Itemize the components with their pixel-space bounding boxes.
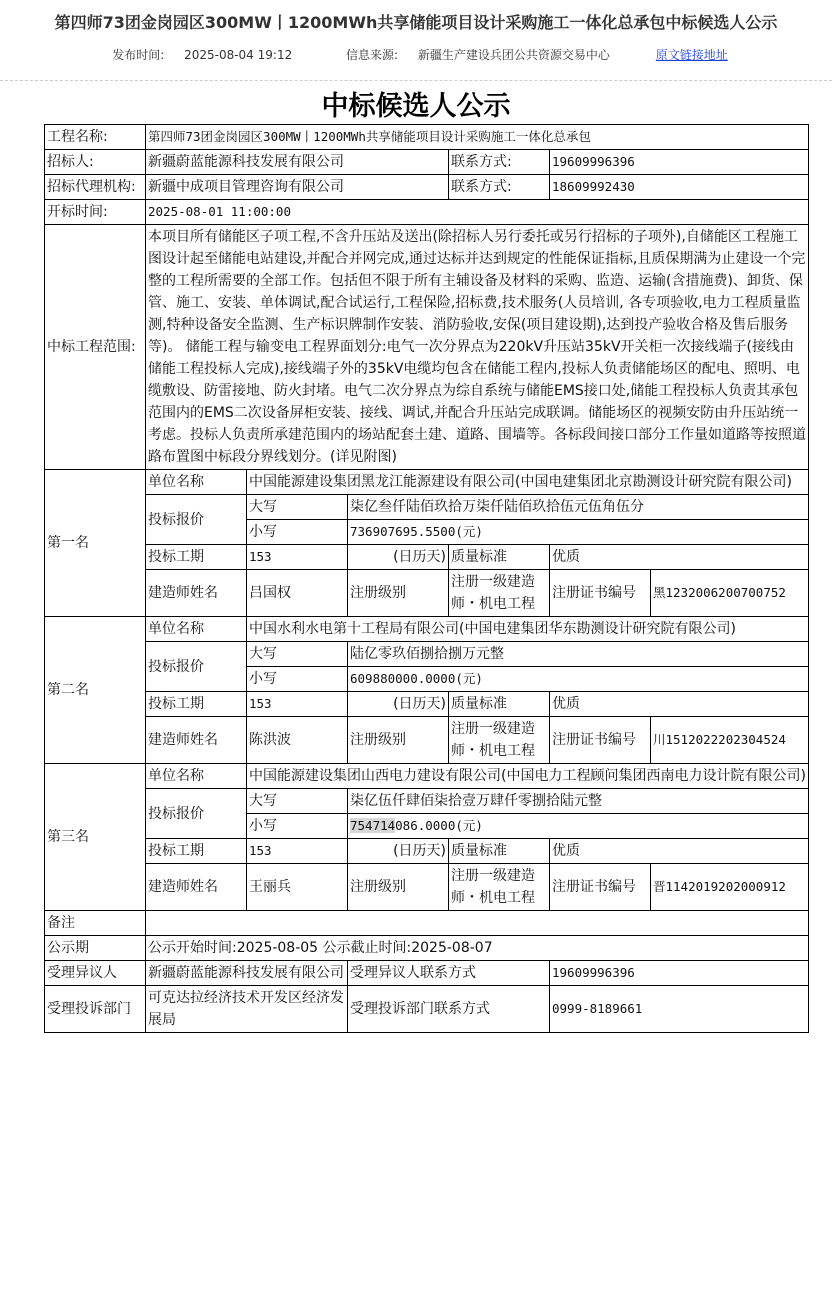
label: 单位名称 — [146, 617, 247, 642]
row-publicity-period — [45, 936, 809, 961]
row-remark — [45, 911, 809, 936]
period: 153 — [247, 545, 348, 570]
candidate-1-row — [45, 495, 809, 520]
row-project-name — [45, 125, 809, 150]
project-name: 第四师73团金岗园区300MW丨1200MWh共享储能项目设计采购施工一体化总承包 — [146, 125, 809, 150]
publish-time: 2025-08-04 19:12 — [184, 48, 293, 62]
price-upper: 柒亿叁仟陆佰玖拾万柒仟陆佰玖拾伍元伍角伍分 — [348, 495, 809, 520]
tenderer: 新疆蔚蓝能源科技发展有限公司 — [146, 150, 449, 175]
agency: 新疆中成项目管理咨询有限公司 — [146, 175, 449, 200]
label: 中标工程范围: — [45, 225, 146, 470]
candidate-2-row — [45, 717, 809, 764]
label: 联系方式: — [449, 175, 550, 200]
label: 注册级别 — [348, 864, 449, 911]
row-scope — [45, 225, 809, 470]
label: 投标工期 — [146, 839, 247, 864]
row-agency — [45, 175, 809, 200]
label: 小写 — [247, 814, 348, 839]
label: 质量标准 — [449, 839, 550, 864]
reg-level: 注册一级建造师・机电工程 — [449, 864, 550, 911]
label: 受理异议人 — [45, 961, 146, 986]
builder: 王丽兵 — [247, 864, 348, 911]
selected-text-highlight: 754714 — [350, 818, 396, 833]
candidate-2-row — [45, 692, 809, 717]
objection-unit: 新疆蔚蓝能源科技发展有限公司 — [146, 961, 348, 986]
remark-value — [146, 911, 809, 936]
row-tenderer — [45, 150, 809, 175]
price-upper: 柒亿伍仟肆佰柒拾壹万肆仟零捌拾陆元整 — [348, 789, 809, 814]
divider — [0, 80, 832, 81]
page-title: 第四师73团金岗园区300MW丨1200MWh共享储能项目设计采购施工一体化总承包中标候选人公示 — [54, 13, 778, 32]
days-unit: (日历天) — [348, 692, 449, 717]
label: 备注 — [45, 911, 146, 936]
period: 153 — [247, 839, 348, 864]
label: 开标时间: — [45, 200, 146, 225]
cert-no: 晋1142019202000912 — [651, 864, 809, 911]
row-objection — [45, 961, 809, 986]
label: 质量标准 — [449, 545, 550, 570]
label: 注册级别 — [348, 570, 449, 617]
candidate-2-row — [45, 617, 809, 642]
label: 招标人: — [45, 150, 146, 175]
objection-phone: 19609996396 — [550, 961, 809, 986]
rank-3: 第三名 — [45, 764, 146, 911]
price-upper: 陆亿零玖佰捌拾捌万元整 — [348, 642, 809, 667]
price-lower: 736907695.5500(元) — [348, 520, 809, 545]
reg-level: 注册一级建造师・机电工程 — [449, 570, 550, 617]
publish-meta — [0, 46, 832, 63]
label: 受理异议人联系方式 — [348, 961, 550, 986]
original-link[interactable]: 原文链接地址 — [655, 48, 728, 62]
label: 投标工期 — [146, 545, 247, 570]
candidate-unit: 中国能源建设集团山西电力建设有限公司(中国电力工程顾问集团西南电力设计院有限公司) — [247, 764, 809, 789]
label: 公示期 — [45, 936, 146, 961]
builder: 吕国权 — [247, 570, 348, 617]
doc-title: 中标候选人公示 — [321, 91, 511, 122]
label: 注册证书编号 — [550, 570, 651, 617]
label: 受理投诉部门联系方式 — [348, 986, 550, 1033]
publicity-period: 公示开始时间:2025-08-05 公示截止时间:2025-08-07 — [146, 936, 809, 961]
candidate-1-row — [45, 570, 809, 617]
period: 153 — [247, 692, 348, 717]
row-complaint — [45, 986, 809, 1033]
label: 建造师姓名 — [146, 717, 247, 764]
label: 注册证书编号 — [550, 864, 651, 911]
cert-no: 川1512022202304524 — [651, 717, 809, 764]
label: 小写 — [247, 667, 348, 692]
candidate-3-row — [45, 789, 809, 814]
label: 大写 — [247, 642, 348, 667]
builder: 陈洪波 — [247, 717, 348, 764]
candidate-unit: 中国能源建设集团黑龙江能源建设有限公司(中国电建集团北京勘测设计研究院有限公司) — [247, 470, 809, 495]
announcement-table — [44, 124, 809, 1033]
quality: 优质 — [550, 692, 809, 717]
reg-level: 注册一级建造师・机电工程 — [449, 717, 550, 764]
candidate-1-row — [45, 470, 809, 495]
source-label: 信息来源: — [346, 48, 399, 62]
candidate-3-row — [45, 864, 809, 911]
price-lower: 609880000.0000(元) — [348, 667, 809, 692]
quality: 优质 — [550, 839, 809, 864]
label: 工程名称: — [45, 125, 146, 150]
label: 大写 — [247, 789, 348, 814]
candidate-1-row — [45, 545, 809, 570]
label: 投标报价 — [146, 495, 247, 545]
candidate-3-row — [45, 839, 809, 864]
cert-no: 黑1232006200700752 — [651, 570, 809, 617]
candidate-2-row — [45, 642, 809, 667]
label: 质量标准 — [449, 692, 550, 717]
label: 投标报价 — [146, 642, 247, 692]
label: 建造师姓名 — [146, 864, 247, 911]
days-unit: (日历天) — [348, 545, 449, 570]
label: 大写 — [247, 495, 348, 520]
label: 投标报价 — [146, 789, 247, 839]
quality: 优质 — [550, 545, 809, 570]
rank-2: 第二名 — [45, 617, 146, 764]
complaint-phone: 0999-8189661 — [550, 986, 809, 1033]
tenderer-phone: 19609996396 — [550, 150, 809, 175]
label: 单位名称 — [146, 764, 247, 789]
price-lower — [348, 814, 809, 839]
open-time: 2025-08-01 11:00:00 — [146, 200, 809, 225]
label: 招标代理机构: — [45, 175, 146, 200]
label: 投标工期 — [146, 692, 247, 717]
candidate-3-row — [45, 764, 809, 789]
source-value: 新疆生产建设兵团公共资源交易中心 — [417, 48, 610, 62]
rank-1: 第一名 — [45, 470, 146, 617]
label: 小写 — [247, 520, 348, 545]
scope-text: 本项目所有储能区子项工程,不含升压站及送出(除招标人另行委托或另行招标的子项外),自储能区工程施工图设计起至储能电站建设,并配合并网完成,通过达标并达到规定的性能保证指标,且质保期满为止建设一个完整的工程所需要的全部工作。包括但不限于所有主辅设备及材料的采购、监造、运输(含措施费)、卸货、保管、施工、安装、单体调试,配合试运行,工程保险,招标费,技术服务(人员培训, 各专项验收,电力工程质量监测,特种设备安全监测、生产标识牌制作安装、消防验收,安保(项目建设期),达到投产验收合格及售后服务等)。 储能工程与输变电工程界面划分:电气一次分界点为220kV升压站35kV开关柜一次接线端子(接线由储能工程投标人完成),接线端子外的35kV电缆均包含在储能工程内,投标人负责储能场区的配电、照明、电缆敷设、防雷接地、防火封堵。电气二次分界点为综自系统与储能EMS接口处,储能工程投标人负责其承包范围内的EMS二次设备屏柜安装、接线、调试,并配合升压站完成联调。储能场区的视频安防由升压站统一考虑。投标人负责所承建范围内的场站配套土建、道路、围墙等。各标段间接口部分工作量如道路等按照道路布置图中标段分界线划分。(详见附图) — [146, 225, 809, 470]
row-open-time — [45, 200, 809, 225]
days-unit: (日历天) — [348, 839, 449, 864]
publish-label: 发布时间: — [112, 48, 165, 62]
label: 受理投诉部门 — [45, 986, 146, 1033]
label: 注册级别 — [348, 717, 449, 764]
price-lower-rest: 086.0000(元) — [395, 818, 483, 833]
complaint-unit: 可克达拉经济技术开发区经济发展局 — [146, 986, 348, 1033]
candidate-unit: 中国水利水电第十工程局有限公司(中国电建集团华东勘测设计研究院有限公司) — [247, 617, 809, 642]
label: 单位名称 — [146, 470, 247, 495]
label: 联系方式: — [449, 150, 550, 175]
label: 建造师姓名 — [146, 570, 247, 617]
agency-phone: 18609992430 — [550, 175, 809, 200]
label: 注册证书编号 — [550, 717, 651, 764]
